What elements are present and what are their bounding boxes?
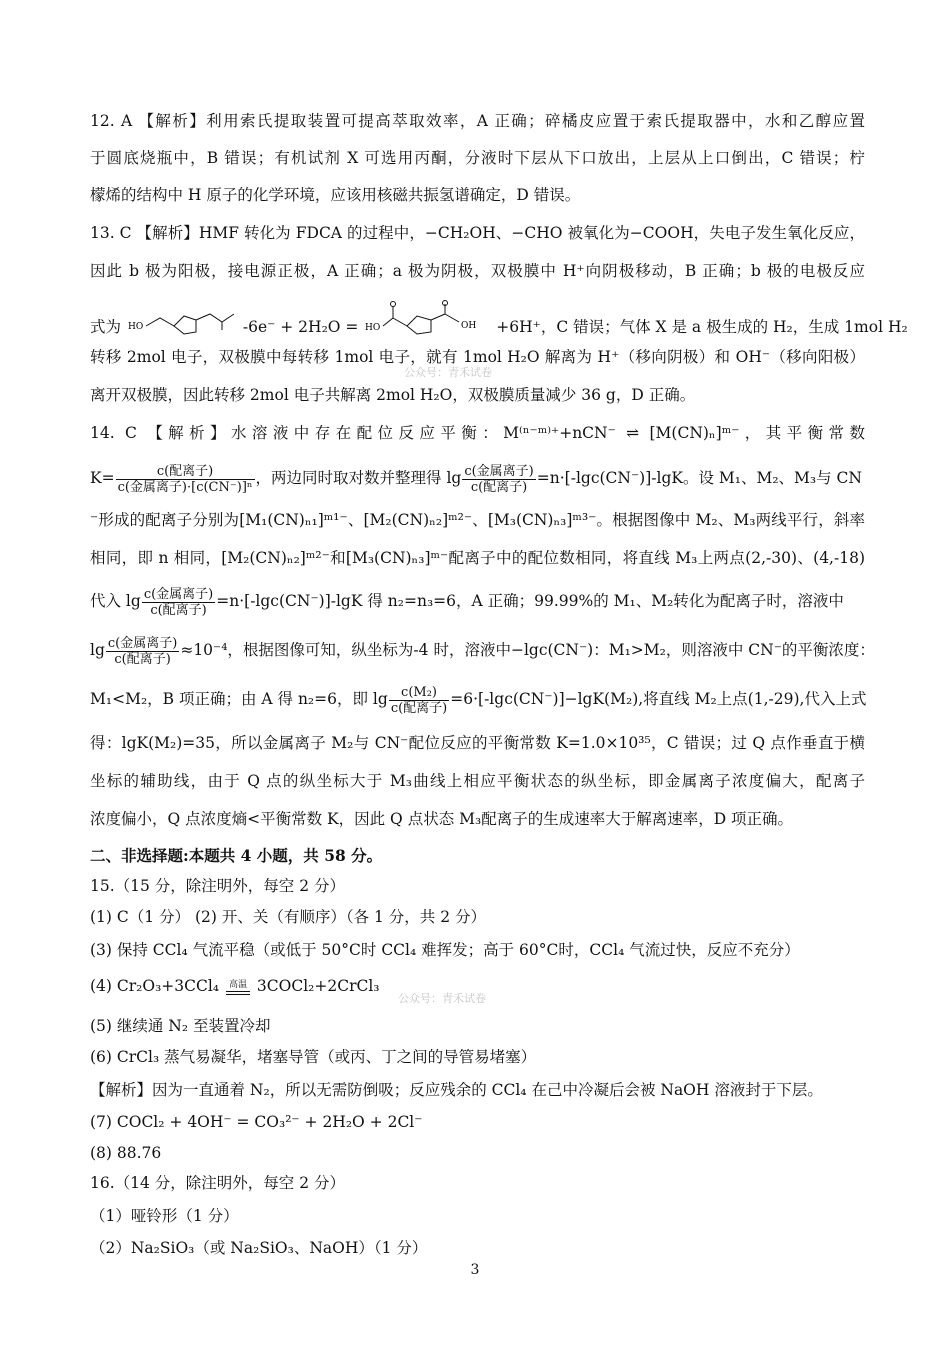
q14-line-3: ⁻形成的配离子分别为[M₁(CN)ₙ₁]ᵐ¹⁻、[M₂(CN)ₙ₂]ᵐ²⁻、[M₃(CN)ₙ₃]ᵐ³⁻。根据图像中 M₂、M₃两线平行，斜率 [90, 511, 865, 529]
q14-line-6 [90, 628, 875, 672]
q16-answer-1: （1）哑铃形（1 分） [90, 1207, 239, 1225]
q16-header: 16.（14 分，除注明外，每空 2 分） [90, 1174, 346, 1192]
fdca-molecule-icon [363, 300, 491, 340]
q13-line-2: 因此 b 极为阳极，接电源正极，A 正确；a 极为阴极，双极膜中 H⁺向阴极移动，B 正确；b 极的电极反应 [90, 262, 865, 280]
q14-line-4: 相同，即 n 相同，[M₂(CN)ₙ₂]ᵐ²⁻和[M₃(CN)ₙ₃]ᵐ⁻配离子中的配位数相同，将直线 M₃上两点(2,-30)、(4,-18) [90, 549, 865, 567]
fraction-l7 [389, 685, 449, 716]
q15-analysis-note: 【解析】因为一直通着 N₂，所以无需防倒吸；反应残余的 CCl₄ 在己中冷凝后会被 NaOH 溶液封于下层。 [90, 1081, 823, 1099]
l7-prefix: M₁<M₂，B 项正确；由 A 得 n₂=6，即 lg [90, 690, 388, 708]
watermark-2: 公众号：青禾试卷 [398, 992, 486, 1005]
q13-line-3 [90, 300, 908, 342]
q14-line-2 [90, 456, 865, 500]
q13-line-4: 转移 2mol 电子，双极膜中每转移 1mol 电子，就有 1mol H₂O 解离为 H⁺（移向阴极）和 OH⁻（移向阳极） [90, 348, 865, 366]
q15-answer-4-right: 3COCl₂+2CrCl₃ [256, 977, 380, 995]
q14-line-10: 浓度偏小，Q 点浓度熵<平衡常数 K，因此 Q 点状态 M₃配离子的生成速率大于解离速率，D 项正确。 [90, 810, 794, 828]
q14-line-8: 得：lgK(M₂)=35，所以金属离子 M₂与 CN⁻配位反应的平衡常数 K=1.0×10³⁵，C 错误；过 Q 点作垂直于横 [90, 734, 865, 752]
equal-top-line [226, 991, 250, 992]
fraction-1-denominator: c(配离子) [470, 479, 528, 495]
l6-suffix: ≈10⁻⁴，根据图像可知，纵坐标为-4 时，溶液中−lgc(CN⁻)：M₁>M₂，则溶液中 CN⁻的平衡浓度： [180, 641, 875, 659]
fraction-1 [462, 464, 535, 495]
q13-line-5: 离开双极膜，因此转移 2mol 电子共解离 2mol H₂O，双极膜质量减少 36 g，D 正确。 [90, 386, 696, 404]
q15-answer-3: (3) 保持 CCl₄ 气流平稳（或低于 50°C时 CCl₄ 难挥发；高于 60°C时，CCl₄ 气流过快，反应不充分） [90, 941, 800, 959]
k-prefix: K= [90, 469, 115, 487]
l5-prefix: 代入 lg [90, 592, 141, 610]
reaction-condition: 高温 [228, 979, 247, 990]
fraction-l6-numerator: c(金属离子) [107, 635, 178, 651]
q15-answer-8: (8) 88.76 [90, 1144, 162, 1162]
k-fraction [116, 464, 255, 495]
q14-line-5 [90, 579, 865, 623]
q14-line-9: 坐标的辅助线，由于 Q 点的纵坐标大于 M₃曲线上相应平衡状态的纵坐标，即金属离子浓度偏大，配离子 [90, 772, 865, 790]
fraction-l7-denominator: c(配离子) [390, 700, 448, 716]
k-denominator: c(金属离子)·[c(CN⁻)]ⁿ [117, 479, 253, 495]
fdca-oh-label: OH [461, 321, 477, 331]
q13-mid-text: -6e⁻ + 2H₂O = [242, 318, 359, 336]
k-suffix: =n·[-lgc(CN⁻)]-lgK。设 M₁、M₂、M₃与 CN [536, 469, 862, 487]
page-number: 3 [470, 1262, 480, 1278]
hmf-ho-label: HO [127, 322, 144, 332]
fraction-l6 [106, 636, 179, 667]
fraction-l5-numerator: c(金属离子) [143, 586, 214, 602]
q12-line-1: 12. A 【解析】利用索氏提取装置可提高萃取效率，A 正确；碎橘皮应置于索氏提取器中，水和乙醇应置 [90, 112, 865, 130]
fraction-1-numerator: c(金属离子) [464, 463, 534, 479]
q15-header: 15.（15 分，除注明外，每空 2 分） [90, 877, 346, 895]
section-2-heading: 二、非选择题:本题共 4 小题，共 58 分。 [90, 846, 383, 865]
l6-prefix: lg [90, 641, 105, 659]
q15-answer-4-left: (4) Cr₂O₃+3CCl₄ [90, 977, 220, 995]
q16-answer-2: （2）Na₂SiO₃（或 Na₂SiO₃、NaOH）（1 分） [90, 1239, 428, 1257]
q13-line-3-suffix: +6H⁺，C 错误；气体 X 是 a 极生成的 H₂，生成 1mol H₂ [496, 318, 908, 336]
fraction-l5-denominator: c(配离子) [150, 602, 207, 618]
l5-suffix: =n·[-lgc(CN⁻)]-lgK 得 n₂=n₃=6，A 正确；99.99%的 M₁、M₂转化为配离子时，溶液中 [216, 592, 844, 610]
equal-bottom-line [226, 994, 250, 995]
q14-line-7 [90, 677, 865, 721]
hmf-molecule-icon [126, 302, 238, 338]
fraction-l5 [142, 587, 215, 618]
q12-line-2: 于圆底烧瓶中，B 错误；有机试剂 X 可选用丙酮，分液时下层从下口放出，上层从上口倒出，C 错误；柠 [90, 149, 865, 167]
l7-suffix: =6·[-lgc(CN⁻)]−lgK(M₂),将直线 M₂上点(1,-29),代入上式 [450, 690, 867, 708]
fraction-l7-numerator: c(M₂) [389, 685, 449, 701]
reaction-arrow [226, 980, 250, 995]
fdca-ho-label: HO [365, 323, 381, 333]
q14-line-1: 14. C 【解析】水溶液中存在配位反应平衡：M⁽ⁿ⁻ᵐ⁾⁺+nCN⁻ ⇌ [M(CN)ₙ]ᵐ⁻，其平衡常数 [90, 424, 865, 442]
q15-answer-7: (7) COCl₂ + 4OH⁻ = CO₃²⁻ + 2H₂O + 2Cl⁻ [90, 1113, 423, 1131]
fraction-l6-denominator: c(配离子) [114, 651, 171, 667]
q13-line-1: 13. C 【解析】HMF 转化为 FDCA 的过程中，−CH₂OH、−CHO 被氧化为−COOH，失电子发生氧化反应， [90, 224, 865, 242]
q13-line-3-prefix: 式为 [90, 318, 122, 336]
q15-answer-1-2: (1) C（1 分） (2) 开、关（有顺序）（各 1 分，共 2 分） [90, 908, 487, 926]
watermark-1: 公众号：青禾试卷 [404, 366, 492, 379]
k-numerator: c(配离子) [116, 464, 255, 480]
q12-line-3: 檬烯的结构中 H 原子的化学环境，应该用核磁共振氢谱确定，D 错误。 [90, 186, 581, 204]
q15-answer-5: (5) 继续通 N₂ 至装置冷却 [90, 1017, 271, 1035]
q15-answer-6: (6) CrCl₃ 蒸气易凝华，堵塞导管（或丙、丁之间的导管易堵塞） [90, 1048, 537, 1066]
k-mid: ，两边同时取对数并整理得 lg [255, 469, 462, 487]
